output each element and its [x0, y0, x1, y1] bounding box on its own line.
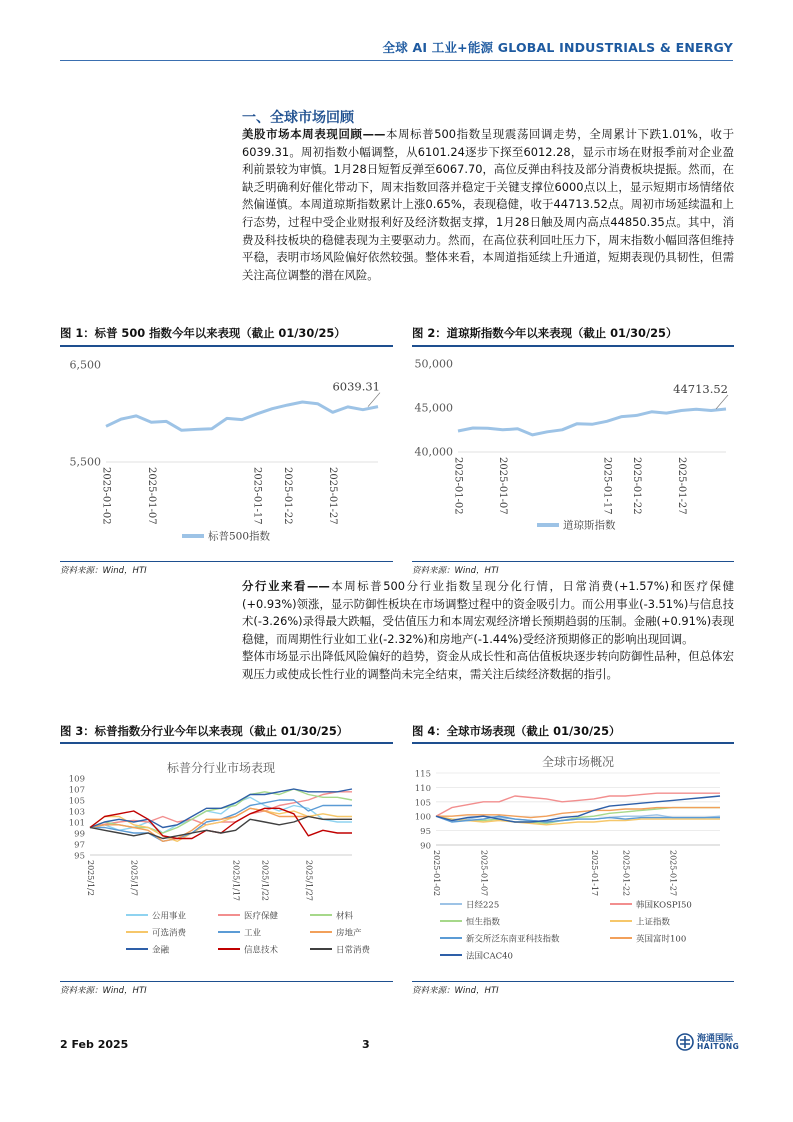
x-tick-label: 2025-01-07: [479, 850, 489, 897]
x-tick-label: 2025/1/2: [86, 860, 95, 896]
x-tick-label: 2025-01-17: [601, 457, 613, 515]
y-tick-label: 107: [68, 785, 85, 796]
figure-3-source-rule: [60, 981, 393, 982]
y-tick-label: 50,000: [414, 357, 453, 371]
y-tick-label: 101: [68, 818, 85, 829]
legend-label: 日经225: [466, 900, 500, 911]
legend-label: 工业: [244, 928, 262, 939]
paragraph-body: 本周标普500指数呈现震荡回调走势，全周累计下跌1.01%，收于6039.31。周初指数小幅调整，从6101.24逐步下探至6012.28，显示市场在财报季前对企业盈利前景较为审慎。1月28日短暂反弹至6067.70，高位反弹由科技及部分消费板块提振。然而，在缺乏明确利好催化带动下，周末指数回落并稳定于关键支撑位6000点以上，显示短期市场情绪依然偏谨慎。本周道琼斯指数累计上涨0.65%，表现稳健，收于44713.52点。周初市场延续温和上行态势，过程中受企业财报利好及经济数据支撑，1月28日触及周内高点44850.35点。其中，消费及科技板块的稳健表现为主要驱动力。然而，在高位获利回吐压力下，周末指数小幅回落但维持平稳，表明市场风险偏好依然较强。整体来看，本周道指延续上升通道，短期表现仍具韧性，但需关注高位调整的潜在风险。: [242, 127, 734, 282]
figure-1-rule: [60, 345, 393, 347]
paragraph-body-2: 整体市场显示出降低风险偏好的趋势，资金从成长性和高估值板块逐步转向防御性品种，但总体宏观压力或使成长性行业的调整尚未完全结束，需关注后续经济数据的指引。: [242, 649, 734, 681]
x-tick-label: 2025-01-22: [631, 457, 643, 515]
header-rule: [60, 60, 733, 61]
logo-cn: 海通国际: [697, 1034, 734, 1044]
figure-4-source-rule: [412, 981, 734, 982]
legend-label: 房地产: [336, 928, 362, 939]
y-tick-label: 115: [414, 769, 431, 780]
section-title: 一、全球市场回顾: [242, 110, 354, 126]
haitong-logo: [676, 1030, 740, 1054]
figure-2-source: 资料来源：Wind，HTI: [412, 566, 499, 576]
x-tick-label: 2025-01-07: [497, 457, 509, 515]
legend-label: 法国CAC40: [466, 951, 513, 962]
legend-label: 材料: [336, 911, 354, 922]
legend-label: 道琼斯指数: [563, 519, 616, 532]
x-tick-label: 2025-01-27: [668, 850, 678, 897]
legend-label: 信息技术: [244, 945, 279, 956]
y-tick-label: 103: [68, 807, 85, 818]
paragraph-lead: 美股市场本周表现回顾——: [242, 127, 386, 141]
legend-label: 医疗保健: [244, 911, 279, 922]
chart-title: 全球市场概况: [541, 755, 615, 769]
x-tick-label: 2025-01-27: [327, 467, 339, 525]
x-tick-label: 2025-01-02: [452, 457, 464, 515]
y-tick-label: 105: [68, 796, 85, 807]
y-tick-label: 45,000: [414, 401, 453, 415]
y-tick-label: 99: [74, 829, 85, 840]
figure-1-source: 资料来源：Wind，HTI: [60, 566, 147, 576]
legend-label: 韩国KOSPI50: [636, 900, 692, 911]
end-label: 44713.52: [673, 382, 728, 397]
y-tick-label: 6,500: [69, 358, 101, 372]
figure-3-chart: [60, 746, 393, 980]
y-tick-label: 95: [420, 827, 431, 838]
header-title: 全球 AI 工业+能源 GLOBAL INDUSTRIALS & ENERGY: [382, 40, 733, 55]
end-label-leader: [368, 393, 380, 407]
figure-4-title: 图 4：全球市场表现（截止 01/30/25）: [412, 724, 621, 738]
figure-4-source: 资料来源：Wind，HTI: [412, 986, 499, 996]
legend-label: 可选消费: [152, 928, 187, 939]
figure-3-title: 图 3：标普指数分行业今年以来表现（截止 01/30/25）: [60, 724, 349, 738]
paragraph-lead: 分行业来看——: [242, 579, 330, 593]
y-tick-label: 110: [414, 783, 431, 794]
chart-title: 标普分行业市场表现: [166, 761, 276, 775]
legend-label: 日常消费: [336, 945, 371, 956]
y-tick-label: 105: [414, 798, 431, 809]
figure-3-rule: [60, 742, 393, 744]
figure-2-source-rule: [412, 561, 734, 562]
figure-1-chart: [60, 350, 393, 560]
x-tick-label: 2025-01-22: [621, 850, 631, 897]
y-tick-label: 97: [74, 840, 85, 851]
haitong-logo-icon: [676, 1033, 694, 1051]
x-tick-label: 2025-01-02: [432, 850, 441, 897]
paragraph-body: 本周标普500分行业指数呈现分化行情，日常消费(+1.57%)和医疗保健(+0.93%)领涨，显示防御性板块在市场调整过程中的资金吸引力。而公用事业(-3.51%)与信息技术(-3.26%)录得最大跌幅，受估值压力和本周宏观经济增长预期趋弱的压制。金融(+0.91%)表现稳健，而周期性行业如工业(-2.32%)和房地产(-1.44%)受经济预期修正的影响出现回调。: [242, 579, 734, 646]
x-tick-label: 2025/1/27: [304, 860, 314, 902]
figure-1-source-rule: [60, 561, 393, 562]
footer-page-number: 3: [362, 1038, 370, 1051]
legend-label: 上证指数: [636, 917, 671, 928]
paragraph-us-market: [242, 126, 734, 284]
x-tick-label: 2025-01-27: [675, 457, 687, 515]
y-tick-label: 100: [414, 812, 431, 823]
series-line: [436, 793, 720, 816]
x-tick-label: 2025-01-07: [145, 467, 157, 525]
end-label-leader: [716, 395, 728, 409]
series-line: [458, 409, 726, 435]
y-tick-label: 109: [68, 774, 85, 785]
legend-label: 金融: [152, 945, 170, 956]
figure-2-title: 图 2：道琼斯指数今年以来表现（截止 01/30/25）: [412, 326, 678, 340]
legend-label: 英国富时100: [636, 934, 687, 945]
footer-date: 2 Feb 2025: [60, 1038, 129, 1051]
x-tick-label: 2025-01-17: [589, 850, 599, 897]
legend-label: 恒生指数: [466, 917, 501, 928]
legend-label: 新交所泛东南亚科技指数: [466, 934, 560, 945]
figure-2-rule: [412, 345, 734, 347]
figure-2-chart: [412, 350, 734, 560]
y-tick-label: 5,500: [69, 455, 101, 469]
y-tick-label: 90: [420, 841, 431, 852]
x-tick-label: 2025/1/22: [260, 860, 270, 902]
paragraph-sectors: [242, 578, 734, 684]
legend-label: 公用事业: [152, 911, 187, 922]
series-line: [90, 808, 352, 838]
end-label: 6039.31: [332, 379, 380, 394]
x-tick-label: 2025-01-22: [281, 467, 293, 525]
x-tick-label: 2025/1/7: [129, 860, 139, 896]
figure-4-rule: [412, 742, 734, 744]
x-tick-label: 2025-01-02: [100, 467, 112, 525]
logo-en: HAITONG: [697, 1042, 740, 1051]
y-tick-label: 95: [74, 851, 85, 862]
legend-label: 标普500指数: [208, 530, 271, 543]
figure-3-source: 资料来源：Wind，HTI: [60, 986, 147, 996]
figure-1-title: 图 1：标普 500 指数今年以来表现（截止 01/30/25）: [60, 326, 346, 340]
x-tick-label: 2025/1/17: [231, 860, 241, 902]
figure-4-chart: [412, 746, 734, 980]
x-tick-label: 2025-01-17: [251, 467, 263, 525]
series-line: [106, 402, 378, 430]
y-tick-label: 40,000: [414, 445, 453, 459]
